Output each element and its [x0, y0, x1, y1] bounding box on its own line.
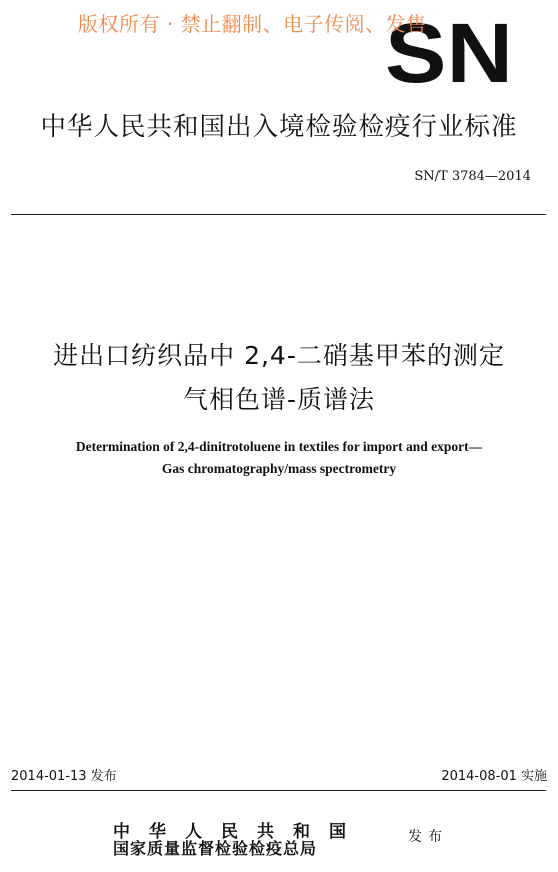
sn-logo-text: SN [385, 18, 513, 86]
watermark-text: 版权所有 · 禁止翻制、电子传阅、发售 [78, 12, 427, 36]
title-en-line2: Gas chromatography/mass spectrometry [161, 461, 397, 476]
standard-category-header: 中华人民共和国出入境检验检疫行业标准 [40, 112, 518, 142]
issuer-line1: 中华人民共和国 [113, 822, 365, 842]
title-cn-line1: 进出口纺织品中 2,4-二硝基甲苯的测定 [53, 341, 505, 370]
standard-code: SN/T 3784—2014 [414, 169, 531, 184]
issue-date: 2014-01-13 发布 [11, 769, 117, 784]
issuer-line2: 国家质量监督检验检疫总局 [113, 839, 318, 858]
title-en-line1: Determination of 2,4-dinitrotoluene in textiles for import and export— [75, 439, 483, 454]
implementation-date: 2014-08-01 实施 [441, 769, 547, 784]
bottom-divider [11, 790, 546, 791]
title-cn-line2: 气相色谱-质谱法 [182, 385, 376, 414]
publish-label: 发布 [408, 829, 448, 845]
top-divider [11, 214, 546, 215]
